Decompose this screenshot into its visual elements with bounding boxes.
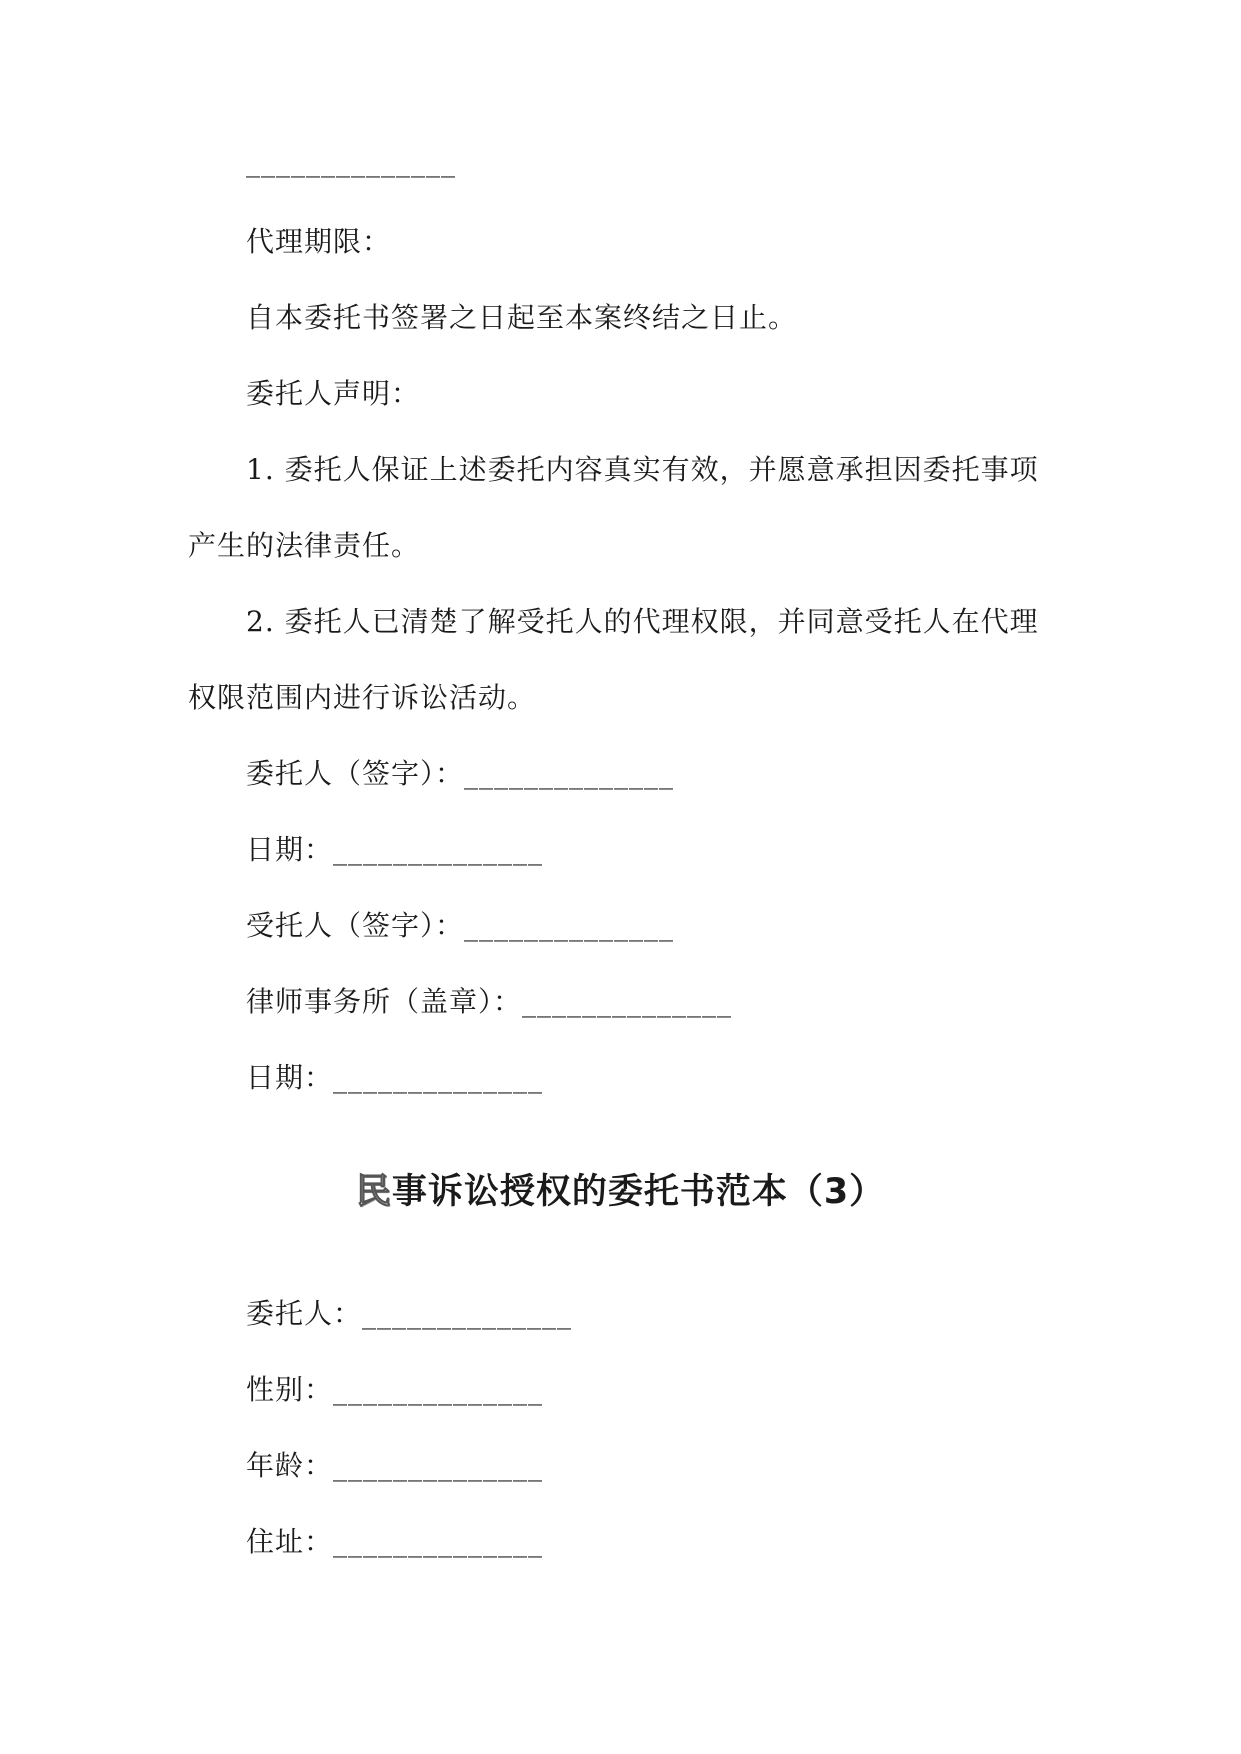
date-field: 日期：______________ — [246, 833, 544, 866]
principal-field: 委托人：______________ — [246, 1297, 573, 1330]
declaration-label: 委托人声明： — [246, 377, 421, 410]
date-field: 日期：______________ — [246, 1061, 544, 1094]
age-field: 年龄：______________ — [246, 1449, 544, 1482]
term-label: 代理期限： — [246, 225, 392, 258]
gender-field: 性别：______________ — [246, 1373, 544, 1406]
address-field: 住址：______________ — [246, 1525, 544, 1558]
declaration-item-2-line-2: 权限范围内进行诉讼活动。 — [188, 681, 537, 714]
term-text: 自本委托书签署之日起至本案终结之日止。 — [246, 301, 798, 334]
law-firm-seal-field: 律师事务所（盖章）：______________ — [246, 985, 733, 1018]
title-first-char: 民 — [355, 1172, 392, 1212]
section-title — [0, 1170, 1241, 1214]
principal-signature-field: 委托人（签字）：______________ — [246, 757, 675, 790]
title-text: 事诉讼授权的委托书范本（3） — [391, 1172, 886, 1212]
declaration-item-2-line-1: 2. 委托人已清楚了解受托人的代理权限，并同意受托人在代理 — [246, 605, 1039, 638]
declaration-item-1-line-2: 产生的法律责任。 — [188, 529, 421, 562]
blank-line: ______________ — [246, 145, 456, 178]
agent-signature-field: 受托人（签字）：______________ — [246, 909, 675, 942]
declaration-item-1-line-1: 1. 委托人保证上述委托内容真实有效，并愿意承担因委托事项 — [246, 453, 1039, 486]
